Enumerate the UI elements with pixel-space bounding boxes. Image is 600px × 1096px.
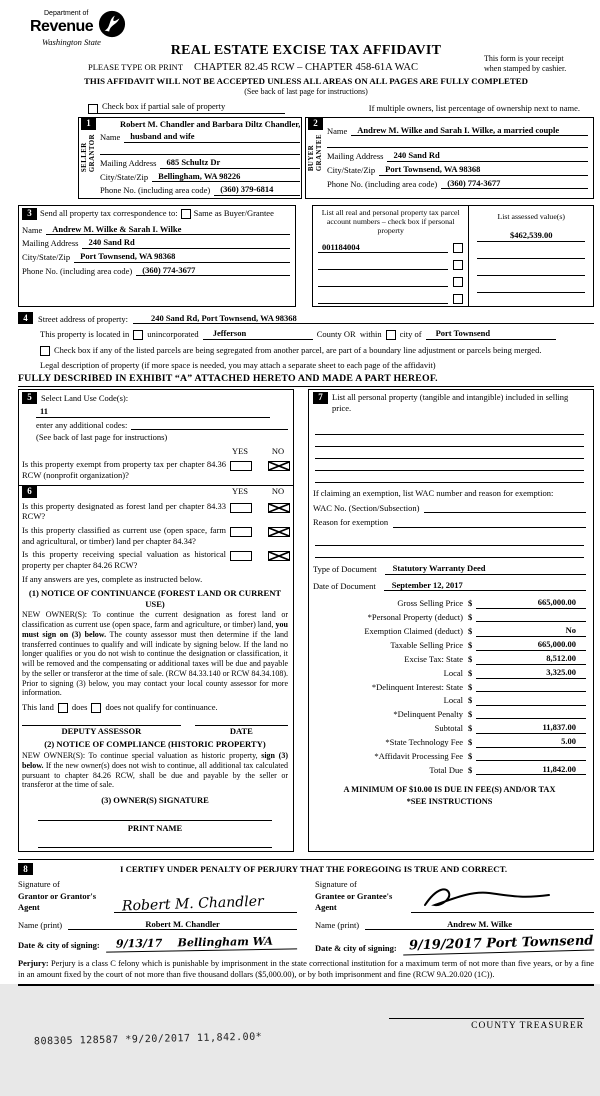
date-of-document-value[interactable]: September 12, 2017 [384, 580, 586, 592]
fee-row-excise-state [313, 653, 586, 665]
corr-csz-label: City/State/Zip [22, 252, 71, 262]
certification-section [18, 859, 594, 953]
fee-row-tech-fee [313, 736, 586, 748]
reason-exemption-label: Reason for exemption [313, 517, 389, 528]
seller-name-field [100, 131, 300, 143]
parcel-row [318, 293, 463, 304]
dollar-sign: $ [468, 737, 473, 748]
see-instructions-text: *SEE INSTRUCTIONS [406, 796, 493, 806]
signature-grid [18, 879, 594, 953]
corr-phone-value[interactable]: (360) 774-3677 [136, 265, 290, 277]
current-yes-checkbox[interactable] [230, 527, 252, 537]
current-use-checkboxes [230, 525, 288, 539]
this-land-label: This land [22, 702, 54, 713]
dollar-sign: $ [468, 764, 473, 775]
fee-value-field[interactable]: 11,842.00 [476, 764, 586, 776]
exempt-question-row [22, 459, 288, 480]
buyer-name-extra-line[interactable] [327, 138, 588, 148]
see-back-note-2: (See back of last page for instructions) [36, 432, 168, 443]
type-of-document-row [313, 563, 586, 575]
fee-value-field[interactable]: 8,512.00 [476, 653, 586, 665]
grantor-name-print-row [18, 919, 297, 931]
exempt-question-text: Is this property exempt from property tax per chapter 84.36 RCW (nonprofit organization)? [22, 459, 226, 481]
land-use-label: Select Land Use Code(s): [41, 392, 129, 403]
parcel-number-field[interactable] [318, 276, 448, 287]
correspondence-intro-label: Send all property tax correspondence to: [40, 208, 178, 219]
correspondence-intro-row [22, 208, 290, 220]
personal-property-line[interactable] [315, 471, 584, 483]
personal-property-line[interactable] [315, 447, 584, 459]
buyer-name-field [327, 125, 588, 137]
reason-extra-line[interactable] [315, 546, 584, 558]
historic-question-text: Is this property receiving special valuation as historical property per chapter 84.26 RCW? [22, 549, 226, 570]
owner-signature-line[interactable] [38, 820, 272, 821]
if-any-yes-note: If any answers are yes, complete as instructed below. [22, 574, 203, 585]
forest-land-question [22, 501, 288, 522]
seller-csz-value[interactable]: Bellingham, WA 98226 [152, 171, 300, 183]
notice1-text-bold: you must sign on (3) below. [22, 620, 288, 639]
notice-continuance-paragraph [22, 610, 288, 698]
please-type-note: PLEASE TYPE OR PRINT [88, 62, 184, 72]
buyer-mailing-field [327, 150, 588, 162]
receipt-note-line2: when stamped by cashier. [484, 64, 567, 74]
type-of-document-label: Type of Document [313, 564, 377, 575]
segregated-label: Check box if any of the listed parcels are being segregated from another parcel, are part of a boundary line adjustment or parcels being merged. [54, 345, 542, 356]
unincorporated-label: unincorporated [147, 329, 199, 340]
minimum-fee-note [313, 784, 586, 807]
current-use-question [22, 525, 288, 546]
buyer-phone-label: Phone No. (including area code) [327, 178, 438, 189]
fee-value-field[interactable]: No [476, 625, 586, 637]
additional-codes-row [36, 420, 288, 431]
dollar-sign: $ [468, 611, 473, 622]
land-use-column [18, 389, 294, 853]
no-header: NO [271, 486, 285, 497]
dollar-sign: $ [468, 598, 473, 609]
assessed-values-header: List assessed value(s) [497, 211, 566, 221]
seller-csz-field [100, 171, 300, 183]
mid-columns [18, 389, 594, 853]
county-treasurer-label: COUNTY TREASURER [471, 1021, 584, 1032]
buyer-fields [325, 118, 593, 198]
seller-phone-field [100, 184, 300, 196]
exempt-checkboxes [230, 459, 288, 473]
reason-exemption-field[interactable] [393, 518, 586, 528]
parcel-number-field[interactable] [318, 259, 448, 270]
fee-label: *Affidavit Processing Fee [374, 750, 463, 761]
parcel-table [312, 205, 594, 308]
seller-fields [98, 118, 305, 198]
receipt-note-line1: This form is your receipt [484, 54, 564, 63]
warning-text: THIS AFFIDAVIT WILL NOT BE ACCEPTED UNLESS ALL AREAS ON ALL PAGES ARE FULLY COMPLETED [84, 75, 528, 86]
wac-number-row [313, 503, 586, 514]
grantee-agent-label: Grantee or Grantee's Agent [315, 890, 393, 912]
seller-phone-label: Phone No. (including area code) [100, 185, 211, 196]
logo-revenue-text: Revenue [30, 17, 94, 35]
corr-csz-field [22, 251, 290, 263]
date-city-label: Date & city of signing: [315, 942, 397, 953]
dollar-sign: $ [468, 640, 473, 651]
owner-signature-heading: (3) OWNER(S) SIGNATURE [101, 795, 209, 806]
segregated-row [18, 345, 594, 356]
claiming-exemption-note: If claiming an exemption, list WAC number and reason for exemption: [313, 488, 554, 499]
date-of-document-row [313, 580, 586, 592]
type-of-document-value[interactable]: Statutory Warranty Deed [385, 563, 586, 575]
street-address-value[interactable]: 240 Sand Rd, Port Townsend, WA 98368 [133, 313, 594, 325]
unincorporated-checkbox[interactable] [133, 330, 143, 340]
fee-value-field[interactable] [476, 750, 586, 761]
historic-yes-checkbox[interactable] [230, 551, 252, 561]
logo-state-text: Washington State [42, 36, 101, 47]
parcel-pp-checkbox[interactable] [453, 260, 463, 270]
grantee-signature-cell [315, 879, 594, 953]
buyer-vertical-word: BUYER [308, 144, 316, 171]
fee-row-personal-property [313, 611, 586, 622]
notice-compliance-title: (2) NOTICE OF COMPLIANCE (HISTORIC PROPERTY) [44, 739, 266, 750]
exempt-no-checkbox[interactable] [268, 461, 290, 471]
section-7-header [313, 392, 586, 413]
fee-row-excise-local [313, 667, 586, 679]
grantor-signature-handwriting: Robert M. Chandler [121, 893, 264, 915]
personal-property-column [308, 389, 594, 853]
form-header [18, 6, 594, 100]
deputy-assessor-labels [22, 726, 288, 737]
grantor-signature-line[interactable] [114, 890, 297, 913]
corr-mailing-field [22, 237, 290, 249]
dollar-sign: $ [468, 750, 473, 761]
fee-label: Subtotal [434, 722, 463, 733]
yes-no-header-2 [230, 486, 288, 497]
fee-label: Exemption Claimed (deduct) [364, 625, 463, 636]
personal-property-line[interactable] [315, 459, 584, 471]
seller-csz-label: City/State/Zip [100, 171, 149, 182]
fee-row-delinquent-interest-local [313, 695, 586, 706]
grantor-signature-cell [18, 879, 297, 953]
footer-area [18, 986, 594, 1096]
dor-logo-icon [98, 10, 126, 41]
dollar-sign: $ [468, 625, 473, 636]
parcel-number-field[interactable]: 001184004 [318, 242, 448, 254]
corr-phone-field [22, 265, 290, 277]
notice-continuance-title: (1) NOTICE OF CONTINUANCE (FOREST LAND OR CURRENT USE) [28, 588, 282, 609]
fee-label: Gross Selling Price [397, 598, 463, 609]
located-in-label: This property is located in [40, 329, 130, 340]
seller-phone-value[interactable]: (360) 379-6814 [214, 184, 300, 196]
fee-label: *Personal Property (deduct) [367, 611, 463, 622]
partial-sale-checkbox[interactable] [88, 104, 98, 114]
buyer-grantee-vertical-label [308, 134, 323, 171]
land-qualify-row [22, 702, 288, 713]
buyer-csz-field [327, 164, 588, 176]
current-use-question-text: Is this property classified as current use (open space, farm and agricultural, or timber) land per chapter 84.34? [22, 524, 226, 546]
seller-mailing-field [100, 157, 300, 169]
forest-checkboxes [230, 501, 288, 515]
fee-value-field[interactable] [476, 611, 586, 622]
historic-checkboxes [230, 549, 288, 563]
grantor-date-city-row [18, 936, 297, 951]
partial-sale-label: Check box if partial sale of property [98, 101, 285, 114]
corr-mailing-value[interactable]: 240 Sand Rd [82, 237, 290, 249]
land-use-code-field[interactable]: 11 [36, 406, 270, 418]
deputy-assessor-label: DEPUTY ASSESSOR [61, 725, 142, 736]
notice2-text-pre: NEW OWNER(S): To continue special valuation as historic property, [22, 751, 262, 761]
historic-question [22, 549, 288, 570]
corr-csz-value[interactable]: Port Townsend, WA 98368 [74, 251, 290, 263]
logo-dept-text: Department of [44, 10, 89, 17]
parcel-number-field[interactable] [318, 293, 448, 304]
buyer-csz-label: City/State/Zip [327, 164, 376, 175]
notice1-text-post: The county assessor must then determine if the land transferred continues to qualify and will indicate by signing below. If the land no longer qualifies or you do not wish to continue the designation or classification, it will be removed and the compensating or additional taxes will be due and payable by the seller or transferor at the time of sale. (RCW 84.33.140 or RCW 84.34.108). Prior to signing (3) below, you may contact your local county assessor for more information. [22, 629, 288, 698]
grantee-name-print-value[interactable]: Andrew M. Wilke [365, 919, 594, 931]
dollar-sign: $ [468, 695, 473, 706]
fee-value-field[interactable]: 11,837.00 [476, 722, 586, 734]
personal-property-line[interactable] [315, 423, 584, 435]
assessed-value-field[interactable] [477, 265, 585, 276]
exempt-yes-checkbox[interactable] [230, 461, 252, 471]
parcel-row [318, 276, 463, 287]
located-in-row [18, 328, 594, 340]
fee-label: Excise Tax: State [404, 654, 463, 665]
dollar-sign: $ [468, 681, 473, 692]
buyer-phone-field [327, 178, 588, 190]
tax-correspondence-box [18, 205, 296, 308]
city-value-field[interactable]: Port Townsend [426, 328, 556, 340]
minimum-fee-text: A MINIMUM OF $10.00 IS DUE IN FEE(S) AND/OR TAX [343, 785, 556, 795]
fee-label: *Delinquent Penalty [393, 708, 463, 719]
fee-row-subtotal [313, 722, 586, 734]
buyer-grantee-box [305, 117, 594, 199]
forest-no-checkbox[interactable] [268, 503, 290, 513]
parcel-numbers-column [313, 206, 469, 307]
seller-name-extra-line[interactable] [100, 145, 300, 155]
correspondence-parcels-row [18, 205, 594, 308]
corr-phone-label: Phone No. (including area code) [22, 265, 133, 276]
section-6-numbox: 6 [22, 486, 37, 498]
buyer-mailing-value[interactable]: 240 Sand Rd [387, 150, 588, 162]
parcel-pp-checkbox[interactable] [453, 294, 463, 304]
fee-value-field[interactable] [476, 708, 586, 719]
exhibit-a-text: FULLY DESCRIBED IN EXHIBIT “A” ATTACHED HERETO AND MADE A PART HEREOF. [18, 373, 594, 387]
fee-row-delinquent-penalty [313, 708, 586, 719]
fee-row-exemption [313, 625, 586, 637]
seller-vertical-word: SELLER [81, 141, 89, 172]
historic-no-checkbox[interactable] [268, 551, 290, 561]
assessed-value-field[interactable] [477, 282, 585, 293]
fee-row-delinquent-interest-state [313, 681, 586, 692]
land-does-not-checkbox[interactable] [91, 703, 101, 713]
fee-label: *Delinquent Interest: State [371, 681, 463, 692]
fee-value-field[interactable] [476, 695, 586, 706]
chapter-subtitle: CHAPTER 82.45 RCW – CHAPTER 458-61A WAC [194, 61, 418, 73]
same-as-buyer-checkbox[interactable] [181, 209, 191, 219]
legal-description-note: Legal description of property (if more space is needed, you may attach a separate sheet to each page of the affidavit) [40, 360, 436, 371]
perjury-text: Perjury is a class C felony which is punishable by imprisonment in the state correctional institution for a maximum term of not more than five years, or by a fine in an amount fixed by the court of not more than five thousand dollars ($5,000.00), or by both imprisonment and fine (RCW 9A.20.020 (1C)). [18, 959, 594, 979]
buyer-name-label: Name [327, 125, 348, 136]
receipt-note [484, 54, 588, 75]
signature-of-label: Signature of [315, 879, 357, 890]
forest-question-text: Is this property designated as forest land per chapter 84.33 RCW? [22, 500, 226, 522]
multiple-owners-note: If multiple owners, list percentage of ownership next to name. [368, 103, 580, 113]
property-location-section [18, 312, 594, 386]
segregated-checkbox[interactable] [40, 346, 50, 356]
dollar-sign: $ [468, 654, 473, 665]
fee-label: Local [443, 695, 463, 706]
notice-compliance-paragraph [22, 751, 288, 790]
personal-property-intro: List all personal property (tangible and intangible) included in selling price. [332, 391, 569, 413]
signature-of-label: Signature of [18, 879, 60, 890]
perjury-label: Perjury: [18, 959, 49, 969]
grantee-date-city-value[interactable]: 9/19/2017 Port Townsend [402, 934, 594, 956]
fee-label: Taxable Selling Price [390, 640, 463, 651]
certify-statement: I CERTIFY UNDER PENALTY OF PERJURY THAT THE FOREGOING IS TRUE AND CORRECT. [119, 863, 508, 874]
assessed-value-field[interactable]: $462,539.00 [477, 230, 585, 242]
section-1-numbox: 1 [81, 118, 96, 130]
fee-value-field[interactable]: 3,325.00 [476, 667, 586, 679]
fee-row-taxable [313, 639, 586, 651]
section-5-numbox: 5 [22, 392, 37, 404]
dollar-sign: $ [468, 668, 473, 679]
fee-row-gross [313, 597, 586, 609]
fee-value-field[interactable]: 665,000.00 [476, 597, 586, 609]
land-does-checkbox[interactable] [58, 703, 68, 713]
name-print-label: Name (print) [18, 919, 63, 930]
buyer-csz-value[interactable]: Port Townsend, WA 98368 [379, 164, 588, 176]
parties-row [78, 117, 594, 199]
forest-yes-checkbox[interactable] [230, 503, 252, 513]
yes-no-header-1 [230, 446, 288, 457]
additional-codes-field[interactable] [131, 420, 288, 430]
county-or-label: County OR within [316, 329, 382, 340]
grantor-signature-row [18, 879, 297, 915]
assessed-value-field[interactable] [477, 248, 585, 259]
does-label: does [71, 702, 88, 713]
seller-rail [79, 118, 98, 198]
corr-name-label: Name [22, 224, 43, 235]
yes-header: YES [231, 445, 249, 456]
reason-exemption-row [313, 517, 586, 528]
grantee-vertical-word: GRANTEE [315, 133, 323, 171]
buyer-name-value[interactable]: Andrew M. Wilke and Sarah I. Wilke, a married couple [351, 125, 588, 137]
additional-codes-label: enter any additional codes: [36, 419, 128, 430]
wac-number-field[interactable] [424, 503, 586, 513]
fee-value-field[interactable]: 5.00 [476, 736, 586, 748]
fee-label: Local [443, 668, 463, 679]
city-checkbox[interactable] [386, 330, 396, 340]
same-as-buyer-label: Same as Buyer/Grantee [193, 208, 274, 219]
parcel-pp-checkbox[interactable] [453, 243, 463, 253]
date-city-label: Date & city of signing: [18, 940, 100, 951]
seller-mailing-value[interactable]: 685 Schultz Dr [160, 157, 300, 169]
grantee-name-print-row [315, 919, 594, 931]
parcel-row [318, 242, 463, 254]
city-of-label: city of [399, 329, 422, 340]
grantor-date-city-value[interactable]: 9/13/17 Bellingham WA [106, 935, 298, 953]
seller-grantor-vertical-label [81, 134, 96, 172]
no-header: NO [271, 445, 285, 456]
does-not-label: does not qualify for continuance. [105, 702, 218, 713]
certification-header [18, 863, 594, 875]
notice1-text-pre: NEW OWNER(S): To continue the current designation as forest land or classification as current use (open space, farm and agriculture, or timber) land, [22, 610, 288, 630]
grantee-signature-labels [315, 879, 411, 912]
grantor-signature-labels [18, 879, 114, 912]
form-title: REAL ESTATE EXCISE TAX AFFIDAVIT [170, 43, 442, 58]
seller-name-label: Name [100, 132, 121, 143]
fee-label: *State Technology Fee [385, 737, 463, 748]
name-print-label: Name (print) [315, 919, 360, 930]
section-4-numbox: 4 [18, 312, 33, 324]
cashier-receipt-stamp: 808305 128587 *9/20/2017 11,842.00* [33, 1032, 263, 1048]
fee-value-field[interactable]: 665,000.00 [476, 639, 586, 651]
corr-name-value[interactable]: Andrew M. Wilke & Sarah I. Wilke [46, 224, 290, 236]
wac-number-label: WAC No. (Section/Subsection) [313, 502, 420, 513]
notice2-text-post: If the new owner(s) does not wish to continue, all additional tax calculated pursuant to chapter 84.26 RCW, shall be due and payable by the seller or transferor at the time of sale. [22, 760, 288, 790]
section-3-numbox: 3 [22, 208, 37, 220]
partial-sale-row [18, 101, 594, 114]
county-treasurer-block [389, 1018, 584, 1033]
date-of-document-label: Date of Document [313, 580, 376, 591]
fee-row-total-due [313, 764, 586, 776]
seller-grantor-box [78, 117, 302, 199]
section-8-numbox: 8 [18, 863, 33, 875]
print-name-line[interactable] [38, 847, 272, 848]
dollar-sign: $ [468, 708, 473, 719]
parcel-pp-checkbox[interactable] [453, 277, 463, 287]
grantee-signature-scribble [415, 885, 555, 912]
perjury-note [18, 959, 594, 986]
parcel-numbers-header: List all real and personal property tax parcel account numbers – check box if personal property [321, 207, 460, 236]
notice2-text-bold: sign (3) below. [22, 751, 288, 770]
buyer-rail [306, 118, 325, 198]
corr-mailing-label: Mailing Address [22, 238, 79, 249]
grantor-vertical-word: GRANTOR [88, 133, 96, 172]
corr-name-field [22, 224, 290, 236]
grantee-signature-row [315, 879, 594, 912]
seller-name-value[interactable]: husband and wife [124, 131, 300, 143]
grantor-name-print-value[interactable]: Robert M. Chandler [68, 919, 297, 931]
section-6-header [22, 486, 288, 498]
personal-property-line[interactable] [315, 435, 584, 447]
dollar-sign: $ [468, 722, 473, 733]
parcel-row [318, 259, 463, 270]
see-back-note: (See back of last page for instructions) [244, 86, 368, 96]
reason-extra-line[interactable] [315, 534, 584, 546]
date-label: DATE [229, 725, 253, 736]
assessed-values-column [469, 206, 593, 307]
county-value-field[interactable]: Jefferson [203, 328, 313, 340]
street-address-label: Street address of property: [38, 313, 128, 324]
seller-name-line1: Robert M. Chandler and Barbara Diltz Chandler, [120, 118, 301, 129]
fee-value-field[interactable] [476, 681, 586, 692]
fee-label: Total Due [429, 764, 463, 775]
section-7-numbox: 7 [313, 392, 328, 404]
land-use-header [22, 392, 288, 404]
street-address-row [18, 312, 594, 324]
grantee-signature-line[interactable] [411, 890, 594, 913]
fee-row-processing-fee [313, 750, 586, 761]
section-2-numbox: 2 [308, 118, 323, 130]
current-no-checkbox[interactable] [268, 527, 290, 537]
seller-mailing-label: Mailing Address [100, 157, 157, 168]
buyer-phone-value[interactable]: (360) 774-3677 [441, 178, 588, 190]
print-name-heading: PRINT NAME [127, 822, 183, 833]
grantee-date-city-row [315, 933, 594, 954]
grantor-agent-label: Grantor or Grantor's Agent [18, 890, 97, 912]
buyer-mailing-label: Mailing Address [327, 151, 384, 162]
yes-header: YES [231, 486, 249, 497]
